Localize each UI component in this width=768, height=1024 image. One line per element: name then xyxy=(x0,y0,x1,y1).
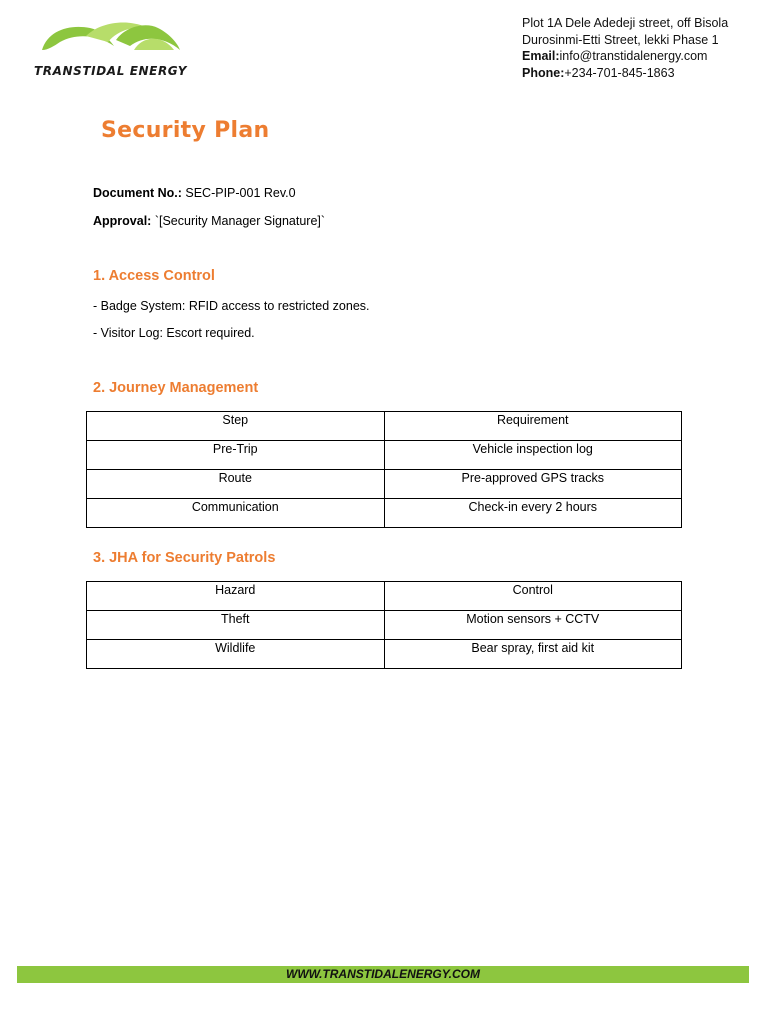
footer-bar xyxy=(17,966,749,983)
table-cell: Wildlife xyxy=(87,640,385,669)
table-row xyxy=(87,611,682,640)
access-control-line: - Badge System: RFID access to restricted zones. xyxy=(93,299,370,313)
document-number-value: SEC-PIP-001 Rev.0 xyxy=(181,186,296,200)
table-row xyxy=(87,640,682,669)
approval-label: Approval: xyxy=(93,214,152,228)
email-label: Email: xyxy=(522,49,560,63)
table-header-cell: Control xyxy=(384,582,682,611)
document-number xyxy=(93,186,296,200)
table-header-row xyxy=(87,582,682,611)
table-cell: Motion sensors + CCTV xyxy=(384,611,682,640)
section-heading-jha: 3. JHA for Security Patrols xyxy=(93,550,276,566)
address-line-1: Plot 1A Dele Adedeji street, off Bisola xyxy=(522,16,729,30)
table-header-cell: Hazard xyxy=(87,582,385,611)
table-header-cell: Requirement xyxy=(384,412,682,441)
table-cell: Communication xyxy=(87,499,385,528)
company-logo xyxy=(30,16,200,80)
approval xyxy=(93,214,325,228)
company-address xyxy=(522,15,728,81)
logo-text: TRANSTIDAL ENERGY xyxy=(34,64,188,78)
address-line-2: Durosinmi-Etti Street, lekki Phase 1 xyxy=(522,32,719,47)
document-title: Security Plan xyxy=(101,118,270,143)
email-value[interactable]: info@transtidalenergy.com xyxy=(559,49,708,63)
table-row xyxy=(87,499,682,528)
phone-line xyxy=(522,65,728,82)
table-cell: Pre-Trip xyxy=(87,441,385,470)
table-cell: Theft xyxy=(87,611,385,640)
table-row xyxy=(87,441,682,470)
table-cell: Pre-approved GPS tracks xyxy=(384,470,682,499)
access-control-line: - Visitor Log: Escort required. xyxy=(93,326,255,340)
table-row xyxy=(87,470,682,499)
table-cell: Vehicle inspection log xyxy=(384,441,682,470)
document-number-label: Document No.: xyxy=(93,186,182,200)
journey-management-table xyxy=(86,411,682,528)
table-cell: Route xyxy=(87,470,385,499)
approval-value: `[Security Manager Signature]` xyxy=(151,214,326,228)
phone-value[interactable]: +234-701-845-1863 xyxy=(564,65,675,80)
phone-label: Phone: xyxy=(522,65,565,80)
table-cell: Check-in every 2 hours xyxy=(384,499,682,528)
footer-website-link[interactable]: WWW.TRANSTIDALENERGY.COM xyxy=(286,967,480,981)
jha-table xyxy=(86,581,682,669)
section-heading-access-control: 1. Access Control xyxy=(93,268,215,284)
email-line xyxy=(522,48,728,65)
table-header-cell: Step xyxy=(87,412,385,441)
table-header-row xyxy=(87,412,682,441)
table-cell: Bear spray, first aid kit xyxy=(384,640,682,669)
logo-mark-icon xyxy=(38,16,188,64)
section-heading-journey-management: 2. Journey Management xyxy=(93,380,259,396)
